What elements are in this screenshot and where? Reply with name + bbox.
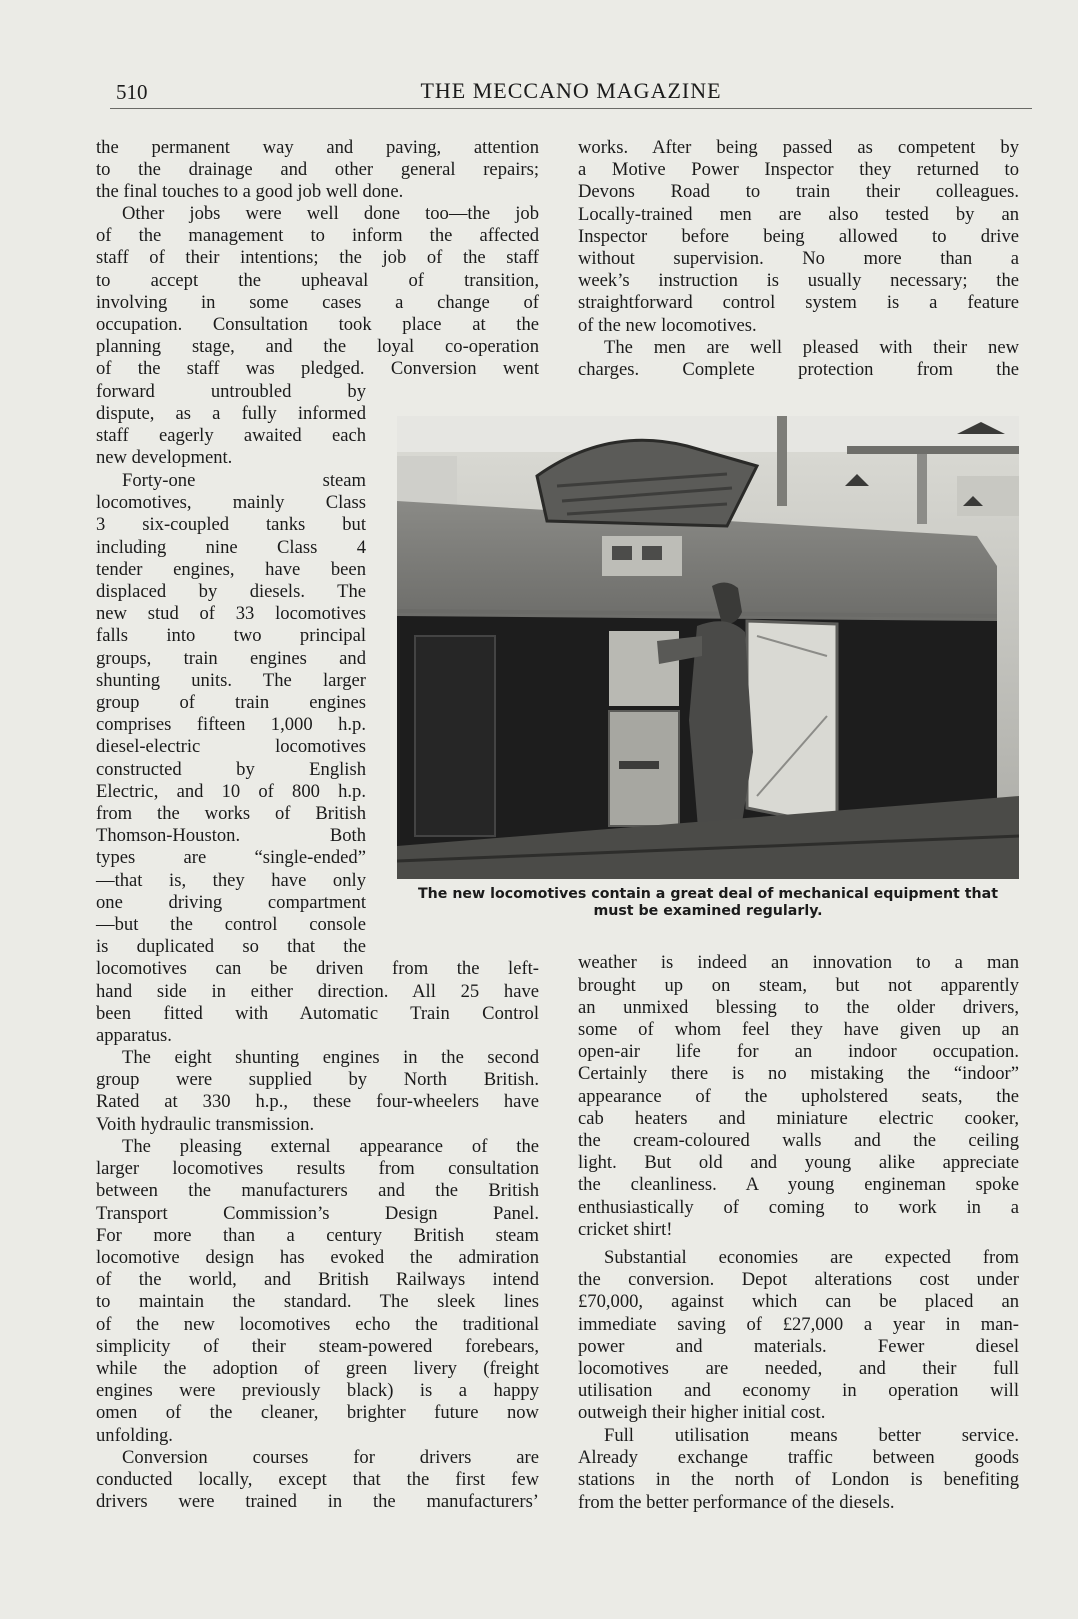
text-line: utilisation and economy in operation will (578, 1380, 1019, 1402)
text-line: immediate saving of £27,000 a year in man- (578, 1313, 1019, 1335)
left-paragraph-6 (96, 1447, 539, 1514)
text-line: staff of their intentions; the job of the staff (96, 247, 539, 269)
text-line: new development. (96, 447, 233, 469)
text-line: Inspector before being allowed to drive (578, 225, 1019, 247)
text-line: falls into two principal (96, 625, 366, 647)
text-line: planning stage, and the loyal co-operation (96, 336, 539, 358)
text-line: while the adoption of green livery (freight (96, 1358, 539, 1380)
text-line: charges. Complete protection from the (578, 359, 1019, 381)
text-line: Substantial economies are expected from (604, 1247, 1019, 1268)
text-line: new stud of 33 locomotives (96, 603, 366, 625)
text-line: larger locomotives results from consultation (96, 1158, 539, 1180)
text-line: simplicity of their steam-powered forebears, (96, 1335, 539, 1357)
text-line: staff eagerly awaited each (96, 425, 366, 447)
text-line: locomotives, mainly Class (96, 492, 366, 514)
text-line: group of train engines (96, 692, 366, 714)
text-line: enthusiastically of coming to work in a (578, 1196, 1019, 1218)
right-paragraph-4 (578, 1425, 1019, 1514)
text-line: Full utilisation means better service. (604, 1425, 1019, 1446)
text-line: types are “single-ended” (96, 847, 366, 869)
text-line: to accept the upheaval of transition, (96, 269, 539, 291)
text-line: stations in the north of London is benefiting (578, 1469, 1019, 1491)
text-line: group were supplied by North British. (96, 1069, 539, 1091)
text-line: involving in some cases a change of (96, 291, 539, 313)
text-line: weather is indeed an innovation to a man (578, 952, 1019, 974)
text-line: outweigh their higher initial cost. (578, 1402, 826, 1424)
text-line: —that is, they have only (96, 869, 366, 891)
text-line: light. But old and young alike appreciate (578, 1152, 1019, 1174)
text-line: locomotive design has evoked the admiration (96, 1247, 539, 1269)
text-line: of the world, and British Railways intend (96, 1269, 539, 1291)
text-line: of the new locomotives. (578, 314, 757, 336)
text-line: from the better performance of the diesels. (578, 1491, 895, 1513)
text-line: of the new locomotives echo the traditional (96, 1313, 539, 1335)
text-line: Forty-one steam (122, 470, 366, 491)
text-line: Voith hydraulic transmission. (96, 1113, 315, 1135)
text-line: apparatus. (96, 1025, 172, 1047)
text-line: appearance of the upholstered seats, the (578, 1085, 1019, 1107)
text-line: Thomson-Houston. Both (96, 825, 366, 847)
text-line: displaced by diesels. The (96, 581, 366, 603)
caption-line-1: The new locomotives contain a great deal of mechanical equipment that (417, 886, 999, 902)
text-line: between the manufacturers and the British (96, 1180, 539, 1202)
left-paragraph-3 (96, 470, 539, 1047)
text-line: of the management to inform the affected (96, 225, 539, 247)
text-line: comprises fifteen 1,000 h.p. (96, 714, 366, 736)
text-line: The pleasing external appearance of the (122, 1136, 539, 1157)
text-line: Conversion courses for drivers are (122, 1447, 539, 1468)
text-line: an unmixed blessing to the older drivers, (578, 996, 1019, 1018)
photo-caption (397, 886, 1019, 920)
locomotive-photo (397, 416, 1019, 879)
text-line: dispute, as a fully informed (96, 402, 366, 424)
left-paragraph-1 (96, 137, 539, 204)
text-line: omen of the cleaner, brighter future now (96, 1402, 539, 1424)
text-line: including nine Class 4 (96, 536, 366, 558)
caption-line-2: must be examined regularly. (593, 903, 823, 919)
text-line: groups, train engines and (96, 647, 366, 669)
text-line: locomotives can be driven from the left- (96, 958, 539, 980)
text-line: £70,000, against which can be placed an (578, 1291, 1019, 1313)
text-line: the final touches to a good job well done. (96, 181, 404, 203)
text-line: conducted locally, except that the first few (96, 1469, 539, 1491)
text-line: Certainly there is no mistaking the “indoor” (578, 1063, 1019, 1085)
right-paragraph-1 (578, 137, 1019, 337)
left-paragraph-4 (96, 1047, 539, 1136)
text-line: engines were previously black) is a happy (96, 1380, 539, 1402)
text-line: diesel-electric locomotives (96, 736, 366, 758)
text-line: The men are well pleased with their new (604, 337, 1019, 358)
text-line: the cleanliness. A young engineman spoke (578, 1174, 1019, 1196)
right-paragraph-3 (578, 1247, 1019, 1425)
text-line: Locally-trained men are also tested by an (578, 203, 1019, 225)
page-header (110, 76, 1032, 109)
text-line: occupation. Consultation took place at the (96, 314, 539, 336)
left-paragraph-5 (96, 1136, 539, 1447)
text-line: one driving compartment (96, 891, 366, 913)
text-line: For more than a century British steam (96, 1224, 539, 1246)
text-line: Devons Road to train their colleagues. (578, 181, 1019, 203)
text-line: tender engines, have been (96, 558, 366, 580)
text-line: week’s instruction is usually necessary; the (578, 270, 1019, 292)
text-line: the conversion. Depot alterations cost under (578, 1269, 1019, 1291)
text-line: the cream-coloured walls and the ceiling (578, 1130, 1019, 1152)
text-line: to the drainage and other general repairs; (96, 159, 539, 181)
text-line: forward untroubled by (96, 380, 366, 402)
text-line: shunting units. The larger (96, 669, 366, 691)
text-line: constructed by English (96, 758, 366, 780)
text-line: of the staff was pledged. Conversion went (96, 358, 539, 380)
text-line: The eight shunting engines in the second (122, 1047, 539, 1068)
text-line: —but the control console (96, 914, 366, 936)
text-line: Rated at 330 h.p., these four-wheelers have (96, 1091, 539, 1113)
text-line: power and materials. Fewer diesel (578, 1335, 1019, 1357)
text-line: cricket shirt! (578, 1218, 673, 1240)
text-line: locomotives are needed, and their full (578, 1358, 1019, 1380)
page-number: 510 (116, 80, 148, 104)
text-line: some of whom feel they have given up an (578, 1019, 1019, 1041)
text-line: Electric, and 10 of 800 h.p. (96, 780, 366, 802)
text-line: been fitted with Automatic Train Control (96, 1002, 539, 1024)
magazine-title: THE MECCANO MAGAZINE (420, 78, 722, 103)
text-line: to maintain the standard. The sleek lines (96, 1291, 539, 1313)
text-line: 3 six-coupled tanks but (96, 514, 366, 536)
text-line: from the works of British (96, 803, 366, 825)
text-line: is duplicated so that the (96, 936, 366, 958)
text-line: Transport Commission’s Design Panel. (96, 1202, 539, 1224)
text-line: open-air life for an indoor occupation. (578, 1041, 1019, 1063)
text-line: cab heaters and miniature electric cooker, (578, 1107, 1019, 1129)
locomotive-illustration (397, 416, 1019, 879)
text-line: the permanent way and paving, attention (96, 137, 539, 158)
text-line: drivers were trained in the manufacturers’ (96, 1491, 539, 1513)
text-line: Other jobs were well done too—the job (122, 203, 539, 224)
text-line: Already exchange traffic between goods (578, 1447, 1019, 1469)
text-line: without supervision. No more than a (578, 248, 1019, 270)
text-line: brought up on steam, but not apparently (578, 974, 1019, 996)
text-line: works. After being passed as competent by (578, 137, 1019, 158)
text-line: a Motive Power Inspector they returned to (578, 159, 1019, 181)
text-line: hand side in either direction. All 25 have (96, 980, 539, 1002)
text-line: straightforward control system is a feature (578, 292, 1019, 314)
text-line: unfolding. (96, 1424, 173, 1446)
